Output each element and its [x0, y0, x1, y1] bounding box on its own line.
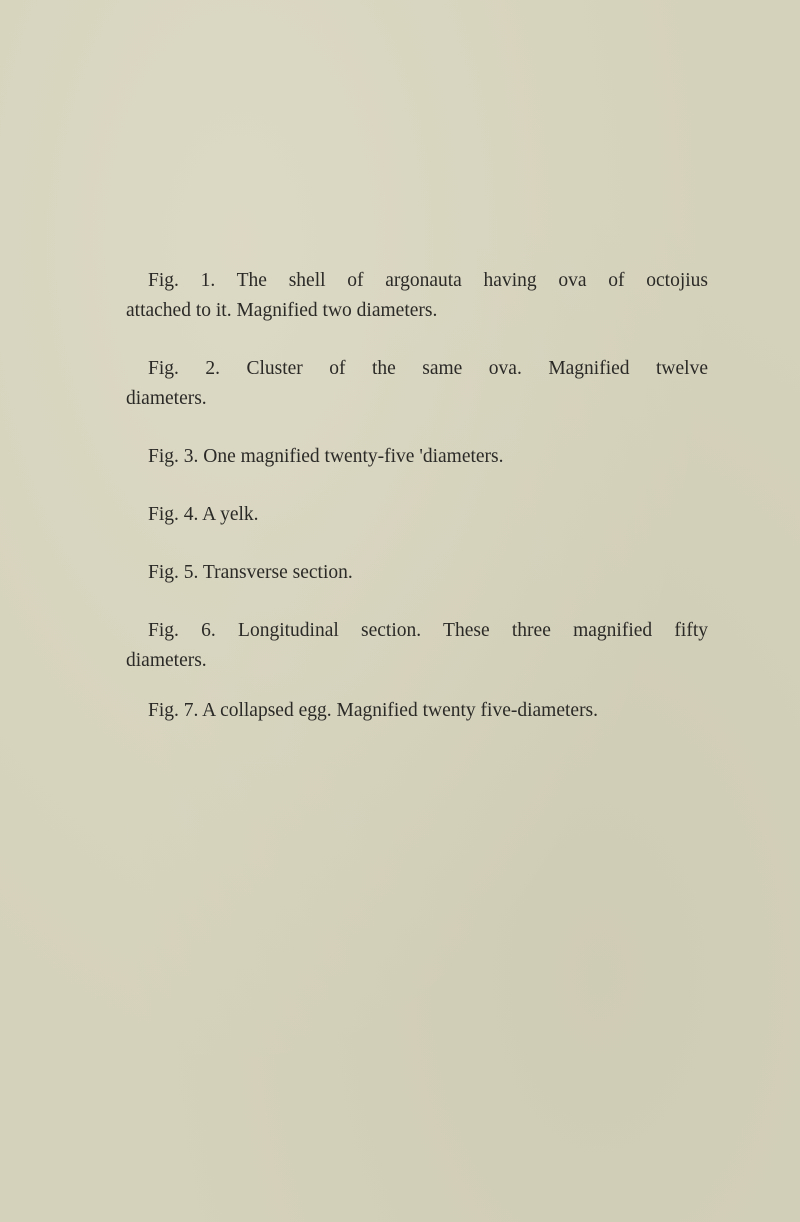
caption-fig-2-line-1: Fig. 2. Cluster of the same ova. Magnified twelve [148, 358, 708, 379]
caption-fig-1-line-1: Fig. 1. The shell of argonauta having ova of octojius [148, 270, 708, 291]
caption-fig-7 [148, 696, 708, 726]
caption-fig-5-line-1: Fig. 5. Transverse section. [148, 562, 353, 583]
caption-fig-1-line-2: attached to it. Magnified two diameters. [126, 300, 438, 321]
caption-fig-2-line-2: diameters. [126, 388, 207, 409]
caption-fig-7-line-1: Fig. 7. A collapsed egg. Magnified twenty five-diameters. [148, 700, 599, 721]
caption-fig-3-line-1: Fig. 3. One magnified twenty-five 'diameters. [148, 446, 504, 467]
caption-fig-6-line-2: diameters. [126, 650, 207, 671]
caption-fig-3 [148, 442, 708, 472]
caption-fig-4 [148, 500, 708, 530]
caption-fig-2 [126, 354, 708, 414]
figure-captions [126, 266, 708, 726]
caption-fig-6-line-1: Fig. 6. Longitudinal section. These three magnified fifty [148, 620, 708, 641]
caption-fig-5 [148, 558, 708, 588]
caption-fig-1 [126, 266, 708, 326]
caption-fig-6 [126, 616, 708, 676]
caption-fig-4-line-1: Fig. 4. A yelk. [148, 504, 259, 525]
